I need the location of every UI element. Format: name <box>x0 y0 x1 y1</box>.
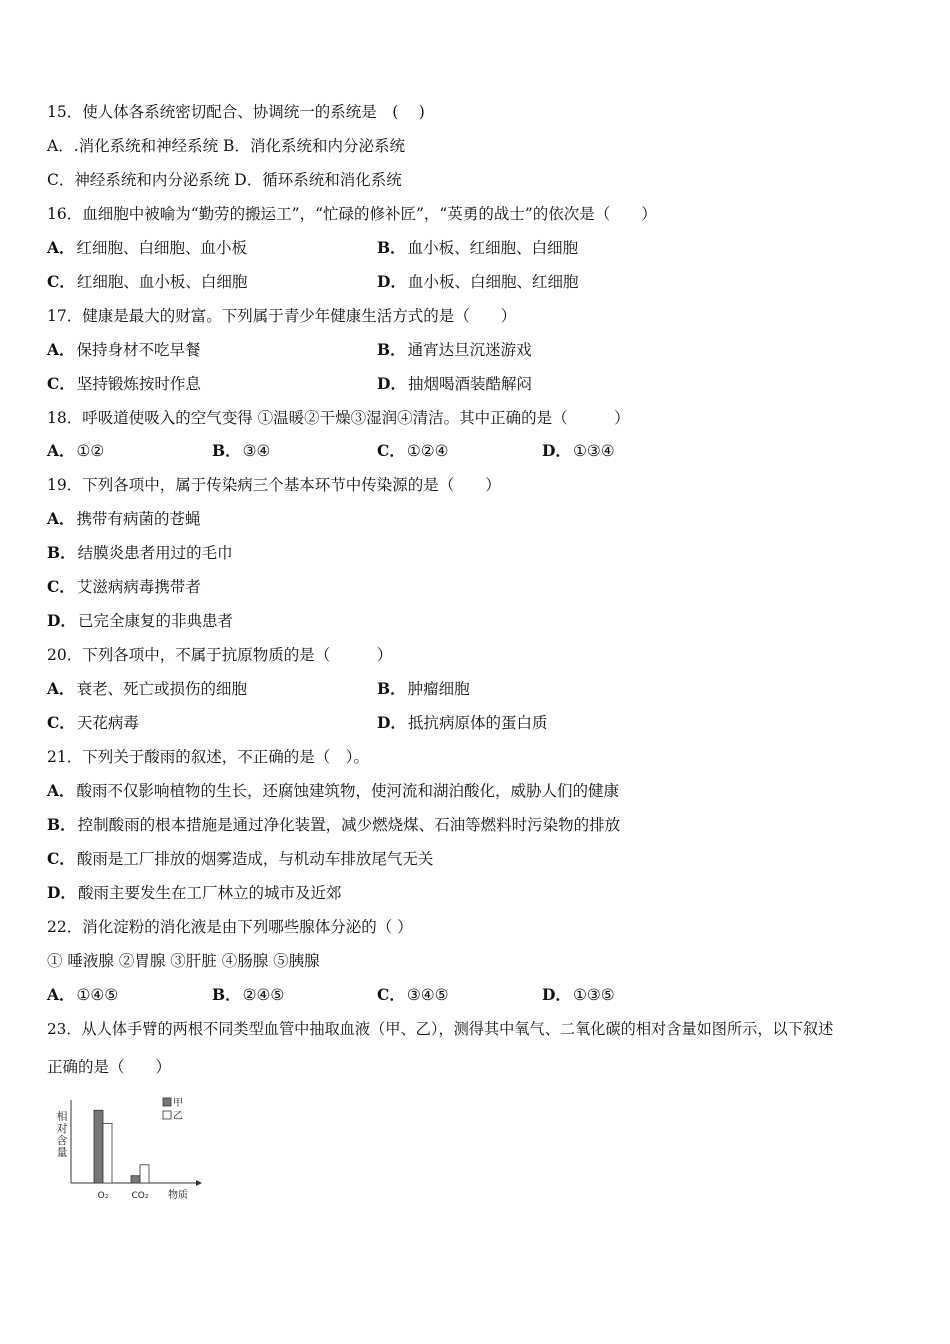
legend-swatch-yi <box>163 1111 171 1119</box>
question-21-option-d: D． 酸雨主要发生在工厂林立的城市及近郊 <box>47 883 342 902</box>
x-tick-label: CO₂ <box>131 1191 149 1201</box>
option-c: C． ③④⑤ <box>377 985 449 1004</box>
question-19-stem: 19．下列各项中，属于传染病三个基本环节中传染源的是（ ） <box>47 476 501 494</box>
option-b: B． 肿瘤细胞 <box>377 679 470 698</box>
question-19-option-c: C． 艾滋病病毒携带者 <box>47 577 201 596</box>
question-23-stem: 23．从人体手臂的两根不同类型血管中抽取血液（甲、乙），测得其中氧气、二氧化碳的相对含量如图所示，以下叙述 <box>47 1020 834 1038</box>
x-axis-arrow <box>196 1180 202 1186</box>
question-19-option-b: B． 结膜炎患者用过的毛巾 <box>47 543 233 562</box>
y-axis-label: 相对含量 <box>56 1110 68 1159</box>
legend-swatch-jia <box>163 1098 171 1106</box>
question-22-stem: 22．消化淀粉的消化液是由下列哪些腺体分泌的（ ） <box>47 918 413 936</box>
x-axis-label: 物质 <box>168 1190 188 1201</box>
option-b: B． ③④ <box>212 441 271 460</box>
option-b: B． 通宵达旦沉迷游戏 <box>377 340 532 359</box>
x-tick-label: O₂ <box>97 1191 109 1201</box>
option-c: C． 红细胞、血小板、白细胞 <box>47 272 248 291</box>
question-15-stem: 15．使人体各系统密切配合、协调统一的系统是 ( ) <box>47 103 425 121</box>
option-a: A． ①② <box>47 441 105 460</box>
option-b: B． ②④⑤ <box>212 985 285 1004</box>
option-c: C． 坚持锻炼按时作息 <box>47 374 201 393</box>
question-21-option-b: B． 控制酸雨的根本措施是通过净化装置，减少燃烧煤、石油等燃料时污染物的排放 <box>47 815 621 834</box>
question-16-stem: 16．血细胞中被喻为“勤劳的搬运工”，“忙碌的修补匠”，“英勇的战士”的依次是（ ） <box>47 205 657 223</box>
question-15-options-line-1: A．.消化系统和神经系统 B．消化系统和内分泌系统 <box>47 137 405 155</box>
question-17-stem: 17．健康是最大的财富。下列属于青少年健康生活方式的是（ ） <box>47 307 517 325</box>
option-a: A． 保持身材不吃早餐 <box>47 340 201 359</box>
blood-gas-bar-chart <box>50 1094 210 1206</box>
option-d: D． 血小板、白细胞、红细胞 <box>377 272 579 291</box>
question-20-stem: 20．下列各项中，不属于抗原物质的是（ ） <box>47 646 393 664</box>
option-a: A． 红细胞、白细胞、血小板 <box>47 238 248 257</box>
option-d: D． 抽烟喝酒装酷解闷 <box>377 374 532 393</box>
question-21-option-c: C． 酸雨是工厂排放的烟雾造成，与机动车排放尾气无关 <box>47 849 434 868</box>
legend-label-jia: 甲 <box>173 1098 183 1109</box>
question-22-glands: ① 唾液腺 ②胃腺 ③肝脏 ④肠腺 ⑤胰腺 <box>47 952 320 970</box>
option-c: C． ①②④ <box>377 441 449 460</box>
option-b: B． 血小板、红细胞、白细胞 <box>377 238 579 257</box>
question-18-stem: 18．呼吸道使吸入的空气变得 ①温暖②干燥③湿润④清洁。其中正确的是（ ） <box>47 409 630 427</box>
legend-label-yi: 乙 <box>173 1111 183 1122</box>
question-21-option-a: A． 酸雨不仅影响植物的生长，还腐蚀建筑物，使河流和湖泊酸化，威胁人们的健康 <box>47 781 620 800</box>
option-a: A． 衰老、死亡或损伤的细胞 <box>47 679 248 698</box>
option-c: C． 天花病毒 <box>47 713 139 732</box>
option-d: D． ①③⑤ <box>542 985 615 1004</box>
bar-yi-co2 <box>140 1165 149 1183</box>
bar-jia-o2 <box>94 1110 103 1183</box>
question-15-options-line-2: C．神经系统和内分泌系统 D．循环系统和消化系统 <box>47 171 402 189</box>
bar-jia-co2 <box>131 1176 140 1183</box>
option-d: D． 抵抗病原体的蛋白质 <box>377 713 548 732</box>
question-23-stem-cont: 正确的是（ ） <box>47 1058 172 1076</box>
question-21-stem: 21．下列关于酸雨的叙述，不正确的是（ ）。 <box>47 748 369 766</box>
option-d: D． ①③④ <box>542 441 615 460</box>
option-a: A． ①④⑤ <box>47 985 119 1004</box>
question-19-option-d: D． 已完全康复的非典患者 <box>47 611 233 630</box>
question-19-option-a: A． 携带有病菌的苍蝇 <box>47 509 201 528</box>
bar-yi-o2 <box>103 1123 112 1183</box>
